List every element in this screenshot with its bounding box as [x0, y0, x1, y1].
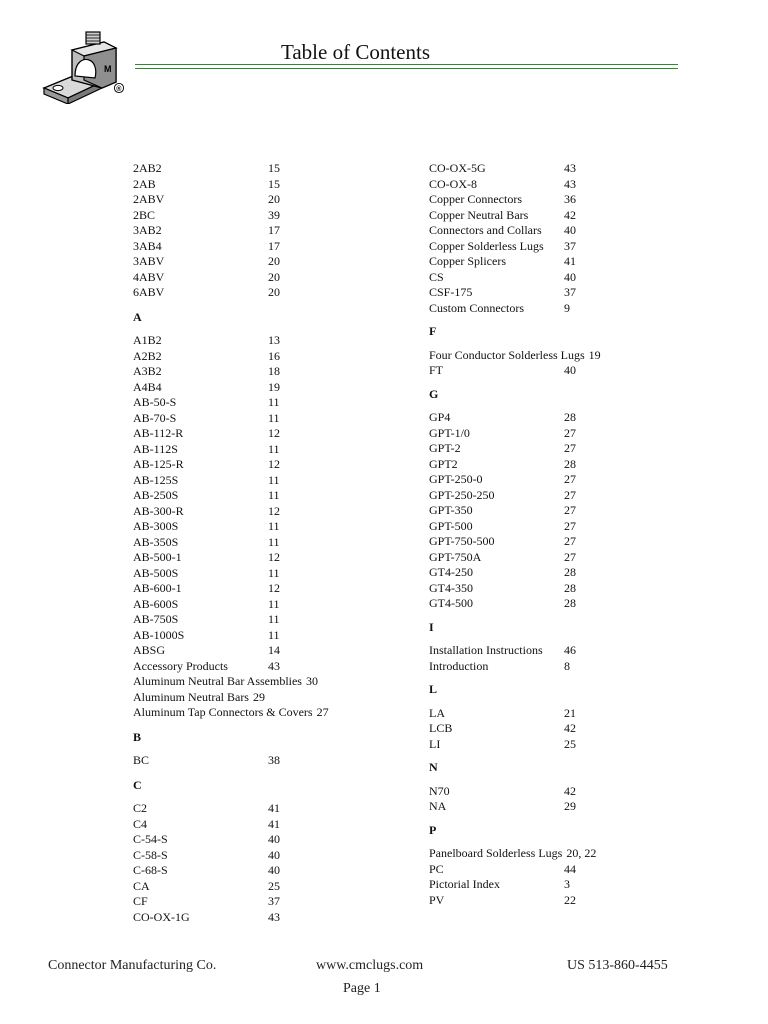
entry-name: Pictorial Index — [429, 877, 500, 891]
entry-name: A1B2 — [133, 333, 162, 347]
toc-entry — [133, 832, 408, 848]
toc-entry — [133, 659, 408, 675]
entry-page-number: 11 — [268, 534, 280, 549]
entry-page-number: 27 — [564, 518, 576, 533]
toc-entry — [429, 472, 669, 488]
entry-page-number: 39 — [268, 207, 280, 222]
entry-name: CO-OX-5G — [429, 161, 486, 175]
page-title: Table of Contents — [281, 40, 430, 64]
entry-page-number: 11 — [268, 596, 280, 611]
toc-entry — [133, 753, 408, 769]
toc-entry — [429, 784, 669, 800]
toc-entry — [429, 161, 669, 177]
entry-name: Aluminum Neutral Bars — [133, 689, 249, 704]
toc-entry — [133, 879, 408, 895]
entry-name: 2AB — [133, 176, 156, 191]
entry-name: GPT-250-0 — [429, 472, 483, 486]
entry-page-number: 11 — [268, 410, 280, 425]
entry-page-number: 8 — [564, 658, 570, 673]
toc-entry — [429, 285, 669, 301]
entry-page-number: 41 — [268, 801, 280, 815]
toc-entry — [429, 488, 669, 504]
toc-entry — [133, 612, 408, 628]
entry-page-number: 43 — [268, 658, 280, 673]
toc-entry — [429, 550, 669, 566]
entry-name: GPT-750A — [429, 549, 482, 564]
entry-name: GPT-750-500 — [429, 534, 495, 548]
entry-name: 2ABV — [133, 192, 165, 206]
entry-page-number: 11 — [268, 395, 280, 409]
toc-entry — [133, 473, 408, 489]
toc-entry — [133, 643, 408, 659]
toc-entry — [133, 411, 408, 427]
entry-name: Connectors and Collars — [429, 223, 542, 237]
entry-name: 3AB2 — [133, 223, 162, 237]
toc-left-column — [133, 161, 408, 925]
entry-page-number: 20, 22 — [566, 846, 597, 860]
toc-entry — [429, 534, 669, 550]
entry-name: Copper Neutral Bars — [429, 207, 529, 222]
toc-entry — [429, 208, 669, 224]
entry-page-number: 12 — [268, 550, 280, 564]
entry-page-number: 28 — [564, 456, 576, 471]
entry-name: Panelboard Solderless Lugs — [429, 846, 563, 860]
entry-name: LA — [429, 705, 445, 720]
entry-name: Aluminum Tap Connectors & Covers — [133, 705, 313, 719]
entry-name: GPT-500 — [429, 518, 473, 533]
entry-name: AB-125S — [133, 472, 179, 487]
entry-page-number: 42 — [564, 783, 576, 798]
footer-phone: US 513-860-4455 — [567, 958, 668, 973]
toc-entry — [429, 519, 669, 535]
toc-entry — [133, 690, 408, 706]
entry-name: N70 — [429, 783, 450, 798]
entry-name: AB-750S — [133, 612, 179, 626]
toc-entry — [429, 223, 669, 239]
entry-name: ABSG — [133, 643, 166, 657]
entry-page-number: 18 — [268, 364, 280, 378]
entry-name: AB-125-R — [133, 457, 184, 471]
entry-page-number: 40 — [268, 847, 280, 862]
entry-page-number: 20 — [268, 285, 280, 299]
entry-page-number: 3 — [564, 877, 570, 891]
entry-name: AB-600S — [133, 596, 179, 611]
title-rule-bottom — [135, 68, 678, 69]
entry-name: Installation Instructions — [429, 643, 543, 657]
toc-entry — [133, 177, 408, 193]
entry-name: Copper Connectors — [429, 192, 522, 206]
section-letter-heading: G — [429, 386, 439, 401]
entry-page-number: 27 — [564, 472, 576, 486]
entry-name: Aluminum Neutral Bar Assemblies — [133, 674, 302, 688]
entry-page-number: 13 — [268, 333, 280, 347]
entry-page-number: 11 — [268, 472, 280, 487]
entry-name: GPT-2 — [429, 441, 461, 455]
section-letter-heading: N — [429, 760, 438, 774]
section-letter-heading: C — [133, 777, 142, 792]
entry-name: GPT2 — [429, 456, 458, 471]
entry-name: CS — [429, 269, 444, 284]
entry-page-number: 40 — [564, 363, 576, 377]
entry-name: C-54-S — [133, 832, 168, 846]
entry-page-number: 29 — [564, 799, 576, 813]
section-letter-heading: F — [429, 324, 437, 338]
toc-entry — [133, 254, 408, 270]
toc-entry — [429, 457, 669, 473]
entry-name: GPT-350 — [429, 503, 473, 517]
entry-name: A3B2 — [133, 364, 162, 378]
toc-entry — [133, 208, 408, 224]
toc-entry — [429, 862, 669, 878]
toc-section — [133, 161, 408, 301]
entry-name: C-68-S — [133, 863, 168, 877]
title-rule-top — [135, 64, 678, 65]
toc-entry — [429, 565, 669, 581]
entry-name: Custom Connectors — [429, 300, 524, 315]
entry-name: PC — [429, 861, 444, 876]
entry-page-number: 16 — [268, 348, 280, 363]
toc-entry — [133, 817, 408, 833]
toc-entry — [133, 519, 408, 535]
entry-name: 2AB2 — [133, 161, 162, 175]
toc-entry — [133, 333, 408, 349]
toc-entry — [133, 442, 408, 458]
entry-name: GP4 — [429, 410, 451, 424]
entry-name: FT — [429, 363, 444, 377]
toc-section — [133, 778, 408, 926]
toc-entry — [429, 363, 669, 379]
toc-entry — [133, 192, 408, 208]
entry-name: GT4-500 — [429, 596, 473, 610]
toc-entry — [429, 706, 669, 722]
entry-name: C-58-S — [133, 847, 168, 862]
entry-name: 6ABV — [133, 285, 165, 299]
entry-page-number: 22 — [564, 892, 576, 907]
toc-entry — [429, 846, 669, 862]
entry-page-number: 42 — [564, 207, 576, 222]
entry-page-number: 43 — [268, 909, 280, 924]
toc-entry — [429, 581, 669, 597]
entry-page-number: 9 — [564, 300, 570, 315]
toc-entry — [133, 239, 408, 255]
entry-page-number: 44 — [564, 861, 576, 876]
toc-entry — [133, 597, 408, 613]
section-letter-heading: A — [133, 309, 142, 324]
toc-entry — [133, 566, 408, 582]
toc-entry — [429, 239, 669, 255]
entry-page-number: 27 — [564, 487, 576, 502]
toc-entry — [133, 910, 408, 926]
toc-entry — [429, 799, 669, 815]
entry-name: GT4-350 — [429, 580, 473, 595]
toc-entry — [429, 192, 669, 208]
entry-name: CSF-175 — [429, 285, 473, 299]
entry-page-number: 37 — [268, 894, 280, 908]
entry-page-number: 37 — [564, 285, 576, 299]
entry-page-number: 27 — [564, 503, 576, 517]
toc-entry — [133, 535, 408, 551]
toc-section — [429, 324, 669, 379]
entry-page-number: 28 — [564, 580, 576, 595]
entry-name: Copper Solderless Lugs — [429, 238, 544, 253]
entry-page-number: 41 — [564, 254, 576, 268]
entry-page-number: 12 — [268, 457, 280, 471]
toc-entry — [133, 801, 408, 817]
entry-page-number: 12 — [268, 581, 280, 595]
toc-entry — [133, 863, 408, 879]
section-letter-heading: L — [429, 682, 438, 696]
entry-page-number: 11 — [268, 441, 280, 456]
registered-mark: ® — [116, 86, 122, 93]
entry-name: AB-500S — [133, 565, 179, 580]
entry-name: C2 — [133, 801, 148, 815]
toc-section — [133, 730, 408, 769]
entry-page-number: 25 — [564, 736, 576, 751]
entry-name: AB-250S — [133, 488, 179, 502]
toc-right-column — [429, 161, 669, 908]
toc-entry — [429, 596, 669, 612]
entry-page-number: 27 — [564, 425, 576, 440]
entry-page-number: 27 — [316, 705, 329, 719]
toc-section — [429, 620, 669, 675]
entry-name: CO-OX-1G — [133, 909, 190, 924]
entry-name: 4ABV — [133, 269, 165, 284]
entry-name: A4B4 — [133, 379, 162, 394]
toc-entry — [429, 893, 669, 909]
entry-page-number: 27 — [564, 549, 576, 564]
toc-entry — [133, 285, 408, 301]
entry-name: AB-50-S — [133, 395, 177, 409]
toc-entry — [429, 737, 669, 753]
toc-entry — [133, 395, 408, 411]
entry-page-number: 15 — [268, 176, 280, 191]
entry-name: PV — [429, 892, 445, 907]
toc-entry — [133, 488, 408, 504]
toc-entry — [133, 223, 408, 239]
toc-section — [429, 161, 669, 316]
entry-name: GPT-1/0 — [429, 425, 470, 440]
entry-name: CF — [133, 894, 148, 908]
section-letter-heading: P — [429, 822, 437, 837]
entry-name: LCB — [429, 721, 453, 735]
entry-page-number: 17 — [268, 223, 280, 237]
entry-page-number: 15 — [268, 161, 280, 175]
footer-website: www.cmclugs.com — [316, 958, 424, 973]
entry-name: 2BC — [133, 207, 156, 222]
toc-entry — [429, 721, 669, 737]
entry-page-number: 28 — [564, 596, 576, 610]
entry-page-number: 37 — [564, 238, 576, 253]
toc-entry — [133, 457, 408, 473]
entry-name: CA — [133, 878, 150, 893]
toc-entry — [133, 674, 408, 690]
entry-page-number: 40 — [564, 269, 576, 284]
entry-name: AB-112S — [133, 441, 178, 456]
page-number: Page 1 — [343, 981, 381, 996]
toc-entry — [429, 643, 669, 659]
toc-entry — [429, 877, 669, 893]
entry-page-number: 40 — [268, 832, 280, 846]
entry-page-number: 20 — [268, 192, 280, 206]
entry-name: Four Conductor Solderless Lugs — [429, 347, 585, 362]
toc-entry — [133, 581, 408, 597]
toc-entry — [133, 628, 408, 644]
entry-page-number: 30 — [305, 674, 318, 688]
toc-section — [133, 310, 408, 721]
toc-entry — [133, 894, 408, 910]
entry-page-number: 11 — [268, 519, 280, 533]
entry-name: AB-70-S — [133, 410, 177, 425]
entry-page-number: 14 — [268, 643, 280, 657]
entry-name: AB-1000S — [133, 627, 185, 642]
entry-page-number: 11 — [268, 488, 280, 502]
entry-page-number: 11 — [268, 612, 280, 626]
entry-page-number: 19 — [588, 347, 601, 362]
svg-text:M: M — [104, 64, 112, 74]
entry-page-number: 28 — [564, 410, 576, 424]
toc-entry — [133, 380, 408, 396]
entry-page-number: 28 — [564, 565, 576, 579]
entry-name: LI — [429, 736, 441, 751]
section-letter-heading: B — [133, 729, 142, 744]
entry-name: AB-300-R — [133, 503, 184, 518]
toc-entry — [133, 349, 408, 365]
entry-name: Accessory Products — [133, 658, 228, 673]
toc-entry — [429, 441, 669, 457]
footer-company: Connector Manufacturing Co. — [48, 958, 217, 973]
entry-name: Copper Splicers — [429, 254, 506, 268]
toc-entry — [133, 426, 408, 442]
entry-page-number: 40 — [564, 223, 576, 237]
entry-page-number: 40 — [268, 863, 280, 877]
toc-section — [429, 760, 669, 815]
entry-page-number: 42 — [564, 721, 576, 735]
entry-name: AB-112-R — [133, 426, 184, 440]
entry-name: 3AB4 — [133, 238, 162, 253]
entry-name: AB-600-1 — [133, 581, 182, 595]
toc-entry — [429, 410, 669, 426]
entry-page-number: 36 — [564, 192, 576, 206]
entry-name: AB-300S — [133, 519, 179, 533]
toc-entry — [133, 364, 408, 380]
toc-section — [429, 387, 669, 612]
entry-name: GPT-250-250 — [429, 487, 495, 502]
entry-page-number: 29 — [252, 689, 265, 704]
entry-page-number: 43 — [564, 161, 576, 175]
entry-page-number: 20 — [268, 254, 280, 268]
entry-name: NA — [429, 799, 447, 813]
toc-section — [429, 823, 669, 909]
entry-name: 3ABV — [133, 254, 165, 268]
toc-entry — [133, 848, 408, 864]
toc-entry — [429, 254, 669, 270]
entry-page-number: 19 — [268, 379, 280, 394]
entry-name: AB-500-1 — [133, 550, 182, 564]
entry-page-number: 11 — [268, 627, 280, 642]
section-letter-heading: I — [429, 619, 434, 634]
entry-name: Introduction — [429, 658, 489, 673]
entry-page-number: 27 — [564, 441, 576, 455]
entry-page-number: 12 — [268, 503, 280, 518]
toc-entry — [133, 504, 408, 520]
toc-section — [429, 682, 669, 752]
toc-entry — [429, 426, 669, 442]
toc-entry — [133, 550, 408, 566]
entry-page-number: 43 — [564, 176, 576, 191]
toc-entry — [429, 301, 669, 317]
toc-entry — [429, 503, 669, 519]
company-logo-lug-icon — [42, 30, 126, 104]
toc-entry — [133, 161, 408, 177]
entry-name: A2B2 — [133, 348, 162, 363]
toc-entry — [429, 348, 669, 364]
toc-entry — [429, 177, 669, 193]
entry-page-number: 46 — [564, 643, 576, 657]
toc-entry — [133, 705, 408, 721]
entry-page-number: 11 — [268, 565, 280, 580]
entry-page-number: 17 — [268, 238, 280, 253]
entry-name: AB-350S — [133, 534, 179, 549]
toc-entry — [133, 270, 408, 286]
entry-page-number: 12 — [268, 426, 280, 440]
entry-page-number: 41 — [268, 816, 280, 831]
toc-entry — [429, 270, 669, 286]
entry-page-number: 21 — [564, 705, 576, 720]
entry-name: CO-OX-8 — [429, 176, 477, 191]
entry-page-number: 20 — [268, 269, 280, 284]
entry-name: GT4-250 — [429, 565, 473, 579]
entry-page-number: 27 — [564, 534, 576, 548]
entry-page-number: 38 — [268, 753, 280, 767]
entry-page-number: 25 — [268, 878, 280, 893]
toc-entry — [429, 659, 669, 675]
entry-name: C4 — [133, 816, 148, 831]
entry-name: BC — [133, 753, 150, 767]
